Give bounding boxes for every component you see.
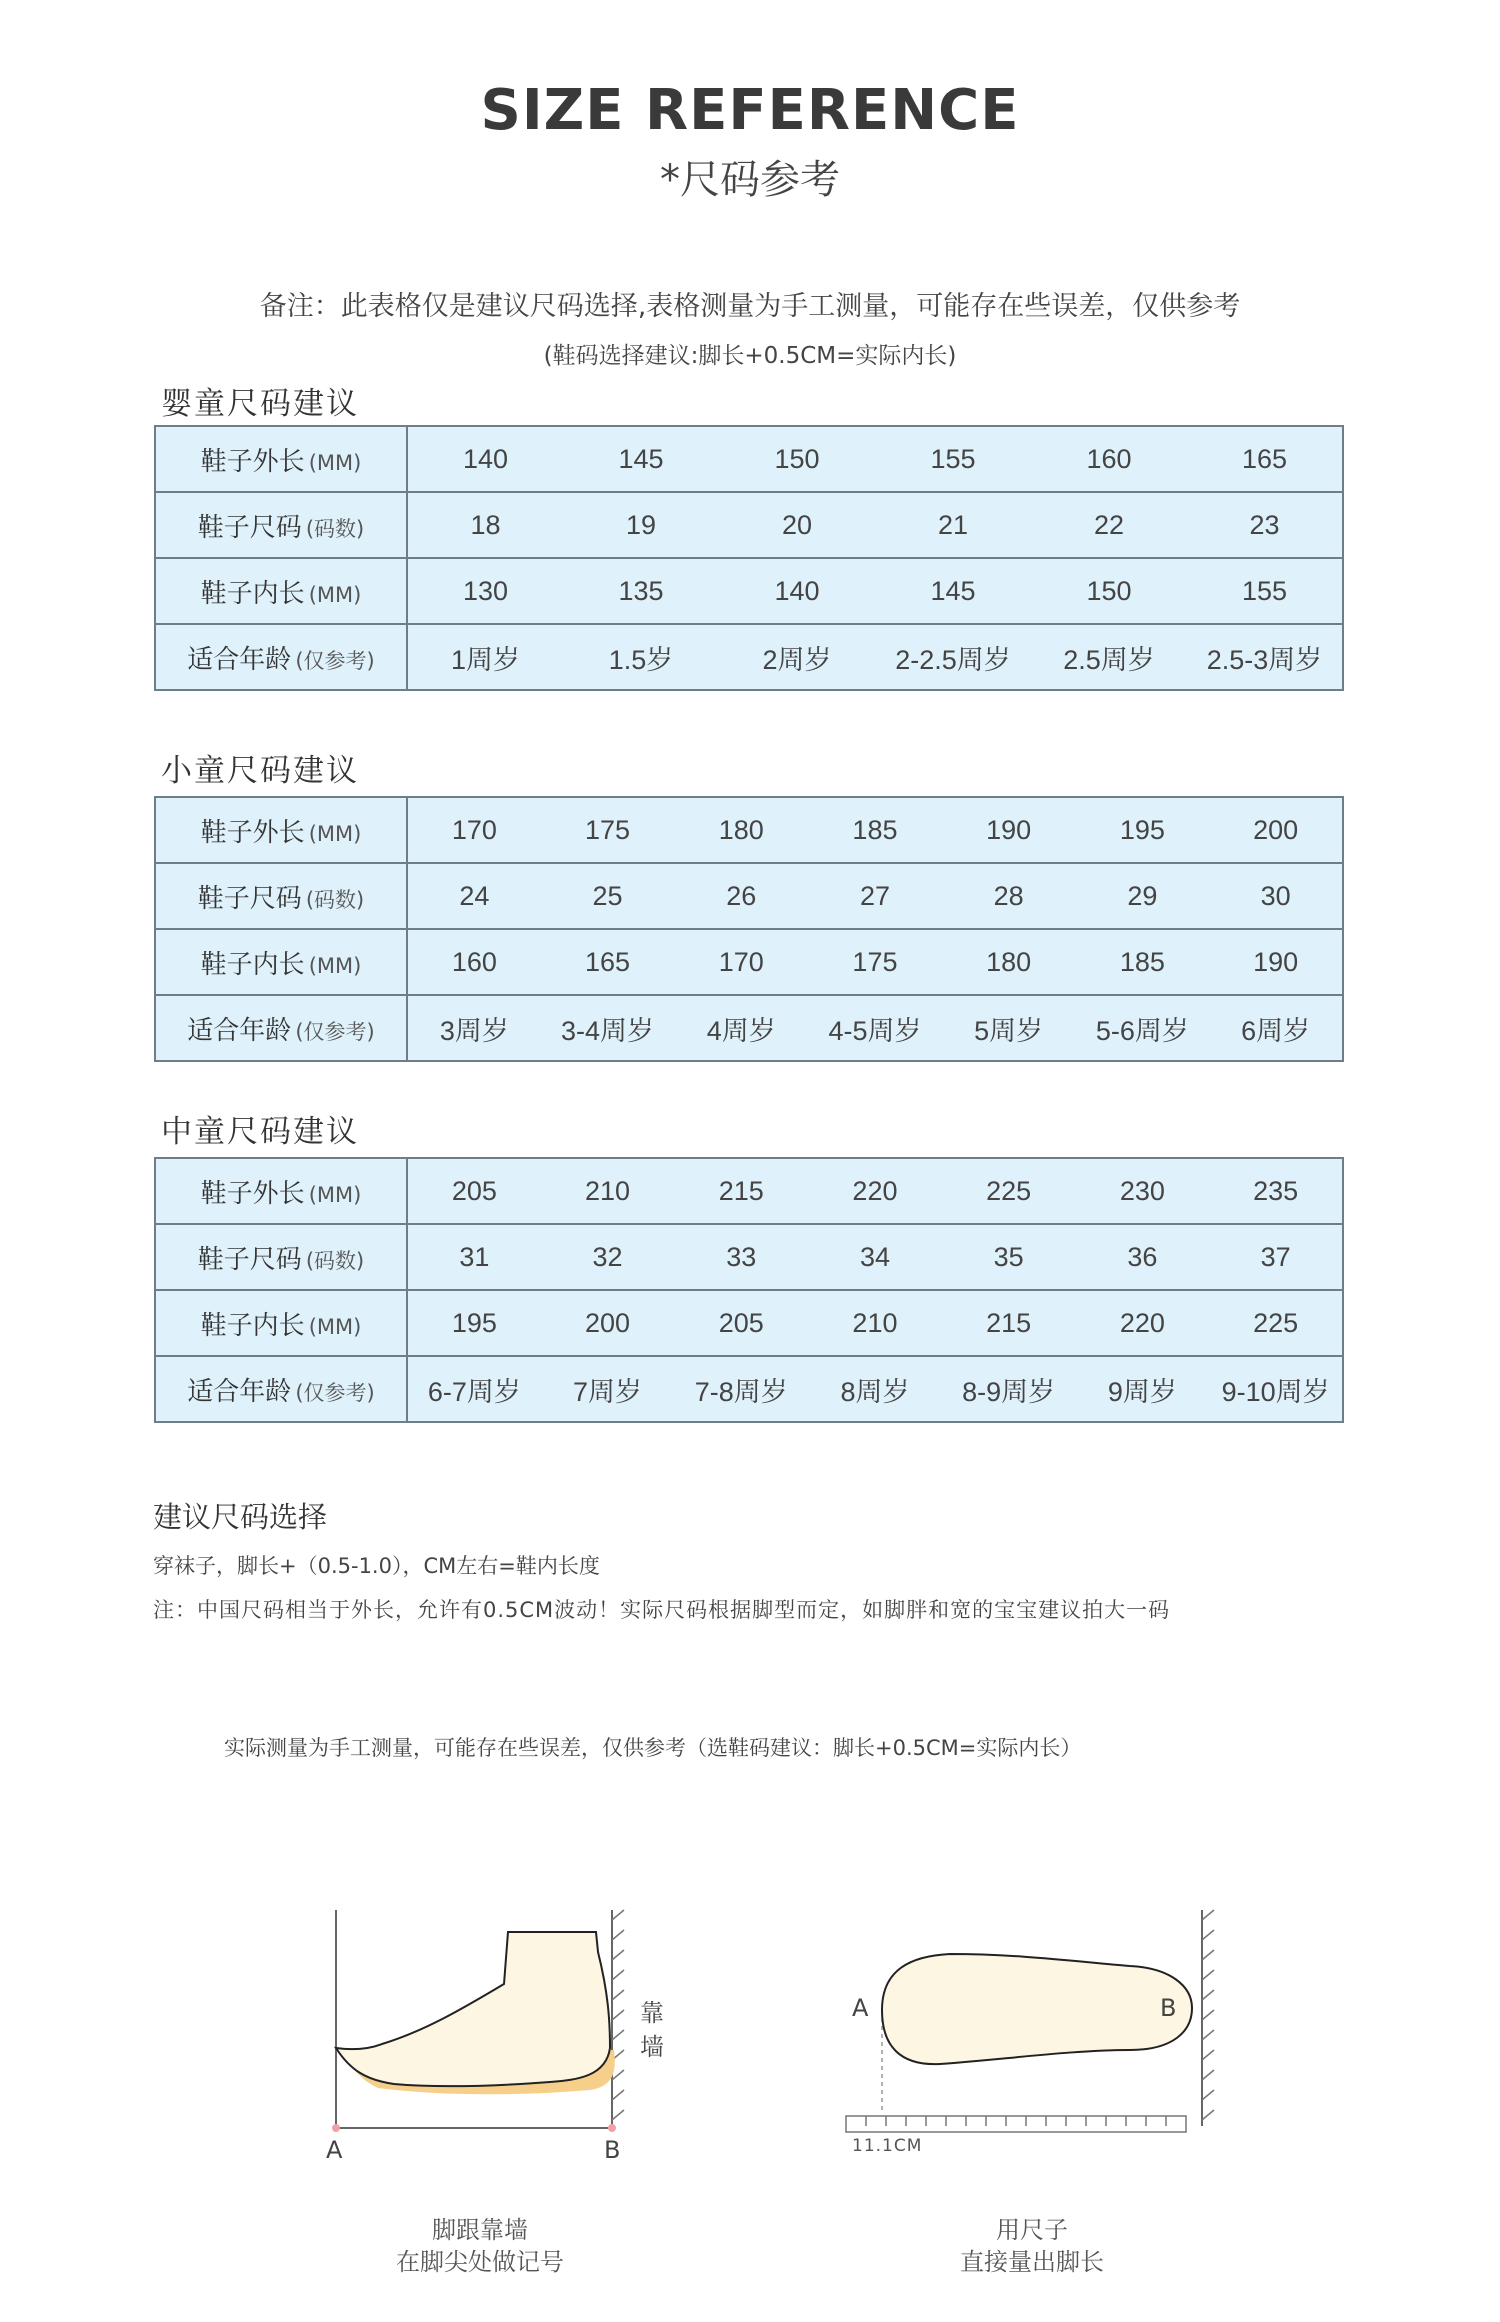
row-label: 鞋子外长 (MM) [155, 1158, 407, 1224]
row-label: 适合年龄 (仅参考) [155, 995, 407, 1061]
table-cell: 27 [808, 863, 942, 929]
left-caption-line2: 在脚尖处做记号 [396, 2248, 564, 2276]
table-cell: 160 [407, 929, 541, 995]
table-cell: 19 [563, 492, 719, 558]
table-cell: 5周岁 [942, 995, 1076, 1061]
section-title-child: 中童尺码建议 [161, 1114, 359, 1150]
table-cell: 30 [1209, 863, 1343, 929]
table-cell: 220 [808, 1158, 942, 1224]
foot-top-illustration [820, 1900, 1220, 2160]
table-cell: 18 [407, 492, 563, 558]
table-cell: 175 [808, 929, 942, 995]
table-cell: 26 [674, 863, 808, 929]
measure-note: 实际测量为手工测量，可能存在些误差，仅供参考（选鞋码建议：脚长+0.5CM=实际内长） [224, 1736, 1082, 1760]
table-cell: 9-10周岁 [1209, 1356, 1343, 1422]
table-cell: 215 [674, 1158, 808, 1224]
table-cell: 195 [1076, 797, 1210, 863]
table-cell: 4周岁 [674, 995, 808, 1061]
table-cell: 37 [1209, 1224, 1343, 1290]
table-cell: 6周岁 [1209, 995, 1343, 1061]
point-b-marker [608, 2124, 616, 2132]
table-cell: 20 [719, 492, 875, 558]
table-cell: 235 [1209, 1158, 1343, 1224]
table-cell: 24 [407, 863, 541, 929]
table-row-outer-length [155, 426, 1343, 492]
table-cell: 180 [674, 797, 808, 863]
label-b: B [604, 2136, 621, 2164]
table-cell: 2周岁 [719, 624, 875, 690]
table-cell: 9周岁 [1076, 1356, 1210, 1422]
table-cell: 215 [942, 1290, 1076, 1356]
table-cell: 200 [541, 1290, 675, 1356]
row-label: 适合年龄 (仅参考) [155, 1356, 407, 1422]
row-label: 鞋子内长 (MM) [155, 929, 407, 995]
table-row-outer-length [155, 797, 1343, 863]
table-cell: 7-8周岁 [674, 1356, 808, 1422]
table-cell: 23 [1187, 492, 1343, 558]
table-cell: 185 [1076, 929, 1210, 995]
table-row-age [155, 624, 1343, 690]
table-cell: 25 [541, 863, 675, 929]
table-cell: 230 [1076, 1158, 1210, 1224]
table-cell: 2.5-3周岁 [1187, 624, 1343, 690]
advice-line: 穿袜子，脚长+（0.5-1.0），CM左右=鞋内长度 [153, 1554, 600, 1578]
table-cell: 185 [808, 797, 942, 863]
row-label: 适合年龄 (仅参考) [155, 624, 407, 690]
table-cell: 165 [541, 929, 675, 995]
table-cell: 205 [674, 1290, 808, 1356]
table-cell: 3周岁 [407, 995, 541, 1061]
table-cell: 190 [942, 797, 1076, 863]
table-row-size [155, 492, 1343, 558]
advice-note: 注：中国尺码相当于外长，允许有0.5CM波动！实际尺码根据脚型而定，如脚胖和宽的宝宝建议拍大一码 [153, 1598, 1171, 1622]
table-cell: 4-5周岁 [808, 995, 942, 1061]
row-label: 鞋子尺码 (码数) [155, 863, 407, 929]
row-label: 鞋子外长 (MM) [155, 426, 407, 492]
table-cell: 130 [407, 558, 563, 624]
advice-title: 建议尺码选择 [153, 1500, 328, 1534]
table-cell: 7周岁 [541, 1356, 675, 1422]
table-cell: 21 [875, 492, 1031, 558]
table-cell: 160 [1031, 426, 1187, 492]
section-title-infant: 婴童尺码建议 [161, 386, 359, 422]
table-cell: 28 [942, 863, 1076, 929]
ruler-label: 11.1CM [852, 2136, 923, 2156]
table-cell: 6-7周岁 [407, 1356, 541, 1422]
table-cell: 175 [541, 797, 675, 863]
size-table-infant [154, 425, 1344, 691]
size-formula-note: (鞋码选择建议:脚长+0.5CM=实际内长) [543, 343, 957, 369]
table-cell: 2.5周岁 [1031, 624, 1187, 690]
table-cell: 225 [942, 1158, 1076, 1224]
table-cell: 150 [719, 426, 875, 492]
row-label: 鞋子内长 (MM) [155, 1290, 407, 1356]
right-caption [912, 2214, 1152, 2278]
table-cell: 225 [1209, 1290, 1343, 1356]
page-title: SIZE REFERENCE [480, 78, 1020, 143]
table-cell: 31 [407, 1224, 541, 1290]
table-cell: 8-9周岁 [942, 1356, 1076, 1422]
table-cell: 2-2.5周岁 [875, 624, 1031, 690]
table-cell: 200 [1209, 797, 1343, 863]
table-row-inner-length [155, 558, 1343, 624]
foot-outline [336, 1932, 610, 2086]
table-cell: 170 [674, 929, 808, 995]
size-table-toddler [154, 796, 1344, 1062]
table-cell: 34 [808, 1224, 942, 1290]
table-cell: 33 [674, 1224, 808, 1290]
foot-side-illustration [320, 1900, 680, 2160]
table-cell: 5-6周岁 [1076, 995, 1210, 1061]
table-cell: 140 [407, 426, 563, 492]
table-cell: 8周岁 [808, 1356, 942, 1422]
row-label: 鞋子尺码 (码数) [155, 1224, 407, 1290]
table-cell: 32 [541, 1224, 675, 1290]
label-b-right: B [1160, 1994, 1177, 2022]
size-table-child [154, 1157, 1344, 1423]
foot-top-outline [882, 1954, 1192, 2064]
table-cell: 3-4周岁 [541, 995, 675, 1061]
table-cell: 1.5岁 [563, 624, 719, 690]
table-cell: 155 [1187, 558, 1343, 624]
table-row-age [155, 995, 1343, 1061]
row-label: 鞋子尺码 (码数) [155, 492, 407, 558]
disclaimer-note: 备注：此表格仅是建议尺码选择,表格测量为手工测量，可能存在些误差，仅供参考 [259, 291, 1241, 322]
row-label: 鞋子内长 (MM) [155, 558, 407, 624]
table-cell: 210 [808, 1290, 942, 1356]
ruler [846, 2116, 1186, 2132]
table-cell: 145 [875, 558, 1031, 624]
table-cell: 165 [1187, 426, 1343, 492]
right-caption-line2: 直接量出脚长 [960, 2248, 1104, 2276]
right-caption-line1: 用尺子 [996, 2216, 1068, 2244]
table-cell: 180 [942, 929, 1076, 995]
table-cell: 135 [563, 558, 719, 624]
left-caption [360, 2214, 600, 2278]
table-row-size [155, 1224, 1343, 1290]
label-a-right: A [852, 1994, 869, 2022]
table-row-inner-length [155, 1290, 1343, 1356]
table-cell: 145 [563, 426, 719, 492]
table-row-age [155, 1356, 1343, 1422]
table-cell: 220 [1076, 1290, 1210, 1356]
table-cell: 36 [1076, 1224, 1210, 1290]
table-row-outer-length [155, 1158, 1343, 1224]
table-row-inner-length [155, 929, 1343, 995]
table-cell: 22 [1031, 492, 1187, 558]
page-subtitle: *尺码参考 [660, 157, 840, 203]
wall-hatch-right [1202, 1910, 1214, 2120]
table-cell: 195 [407, 1290, 541, 1356]
wall-hatch [612, 1910, 624, 2120]
table-cell: 205 [407, 1158, 541, 1224]
table-cell: 170 [407, 797, 541, 863]
table-cell: 29 [1076, 863, 1210, 929]
wall-label: 靠墙 [640, 1999, 664, 2061]
section-title-toddler: 小童尺码建议 [161, 753, 359, 789]
table-cell: 210 [541, 1158, 675, 1224]
point-a-marker [332, 2124, 340, 2132]
table-row-size [155, 863, 1343, 929]
table-cell: 1周岁 [407, 624, 563, 690]
table-cell: 150 [1031, 558, 1187, 624]
table-cell: 190 [1209, 929, 1343, 995]
row-label: 鞋子外长 (MM) [155, 797, 407, 863]
table-cell: 35 [942, 1224, 1076, 1290]
table-cell: 140 [719, 558, 875, 624]
label-a: A [326, 2136, 343, 2164]
left-caption-line1: 脚跟靠墙 [432, 2216, 528, 2244]
table-cell: 155 [875, 426, 1031, 492]
